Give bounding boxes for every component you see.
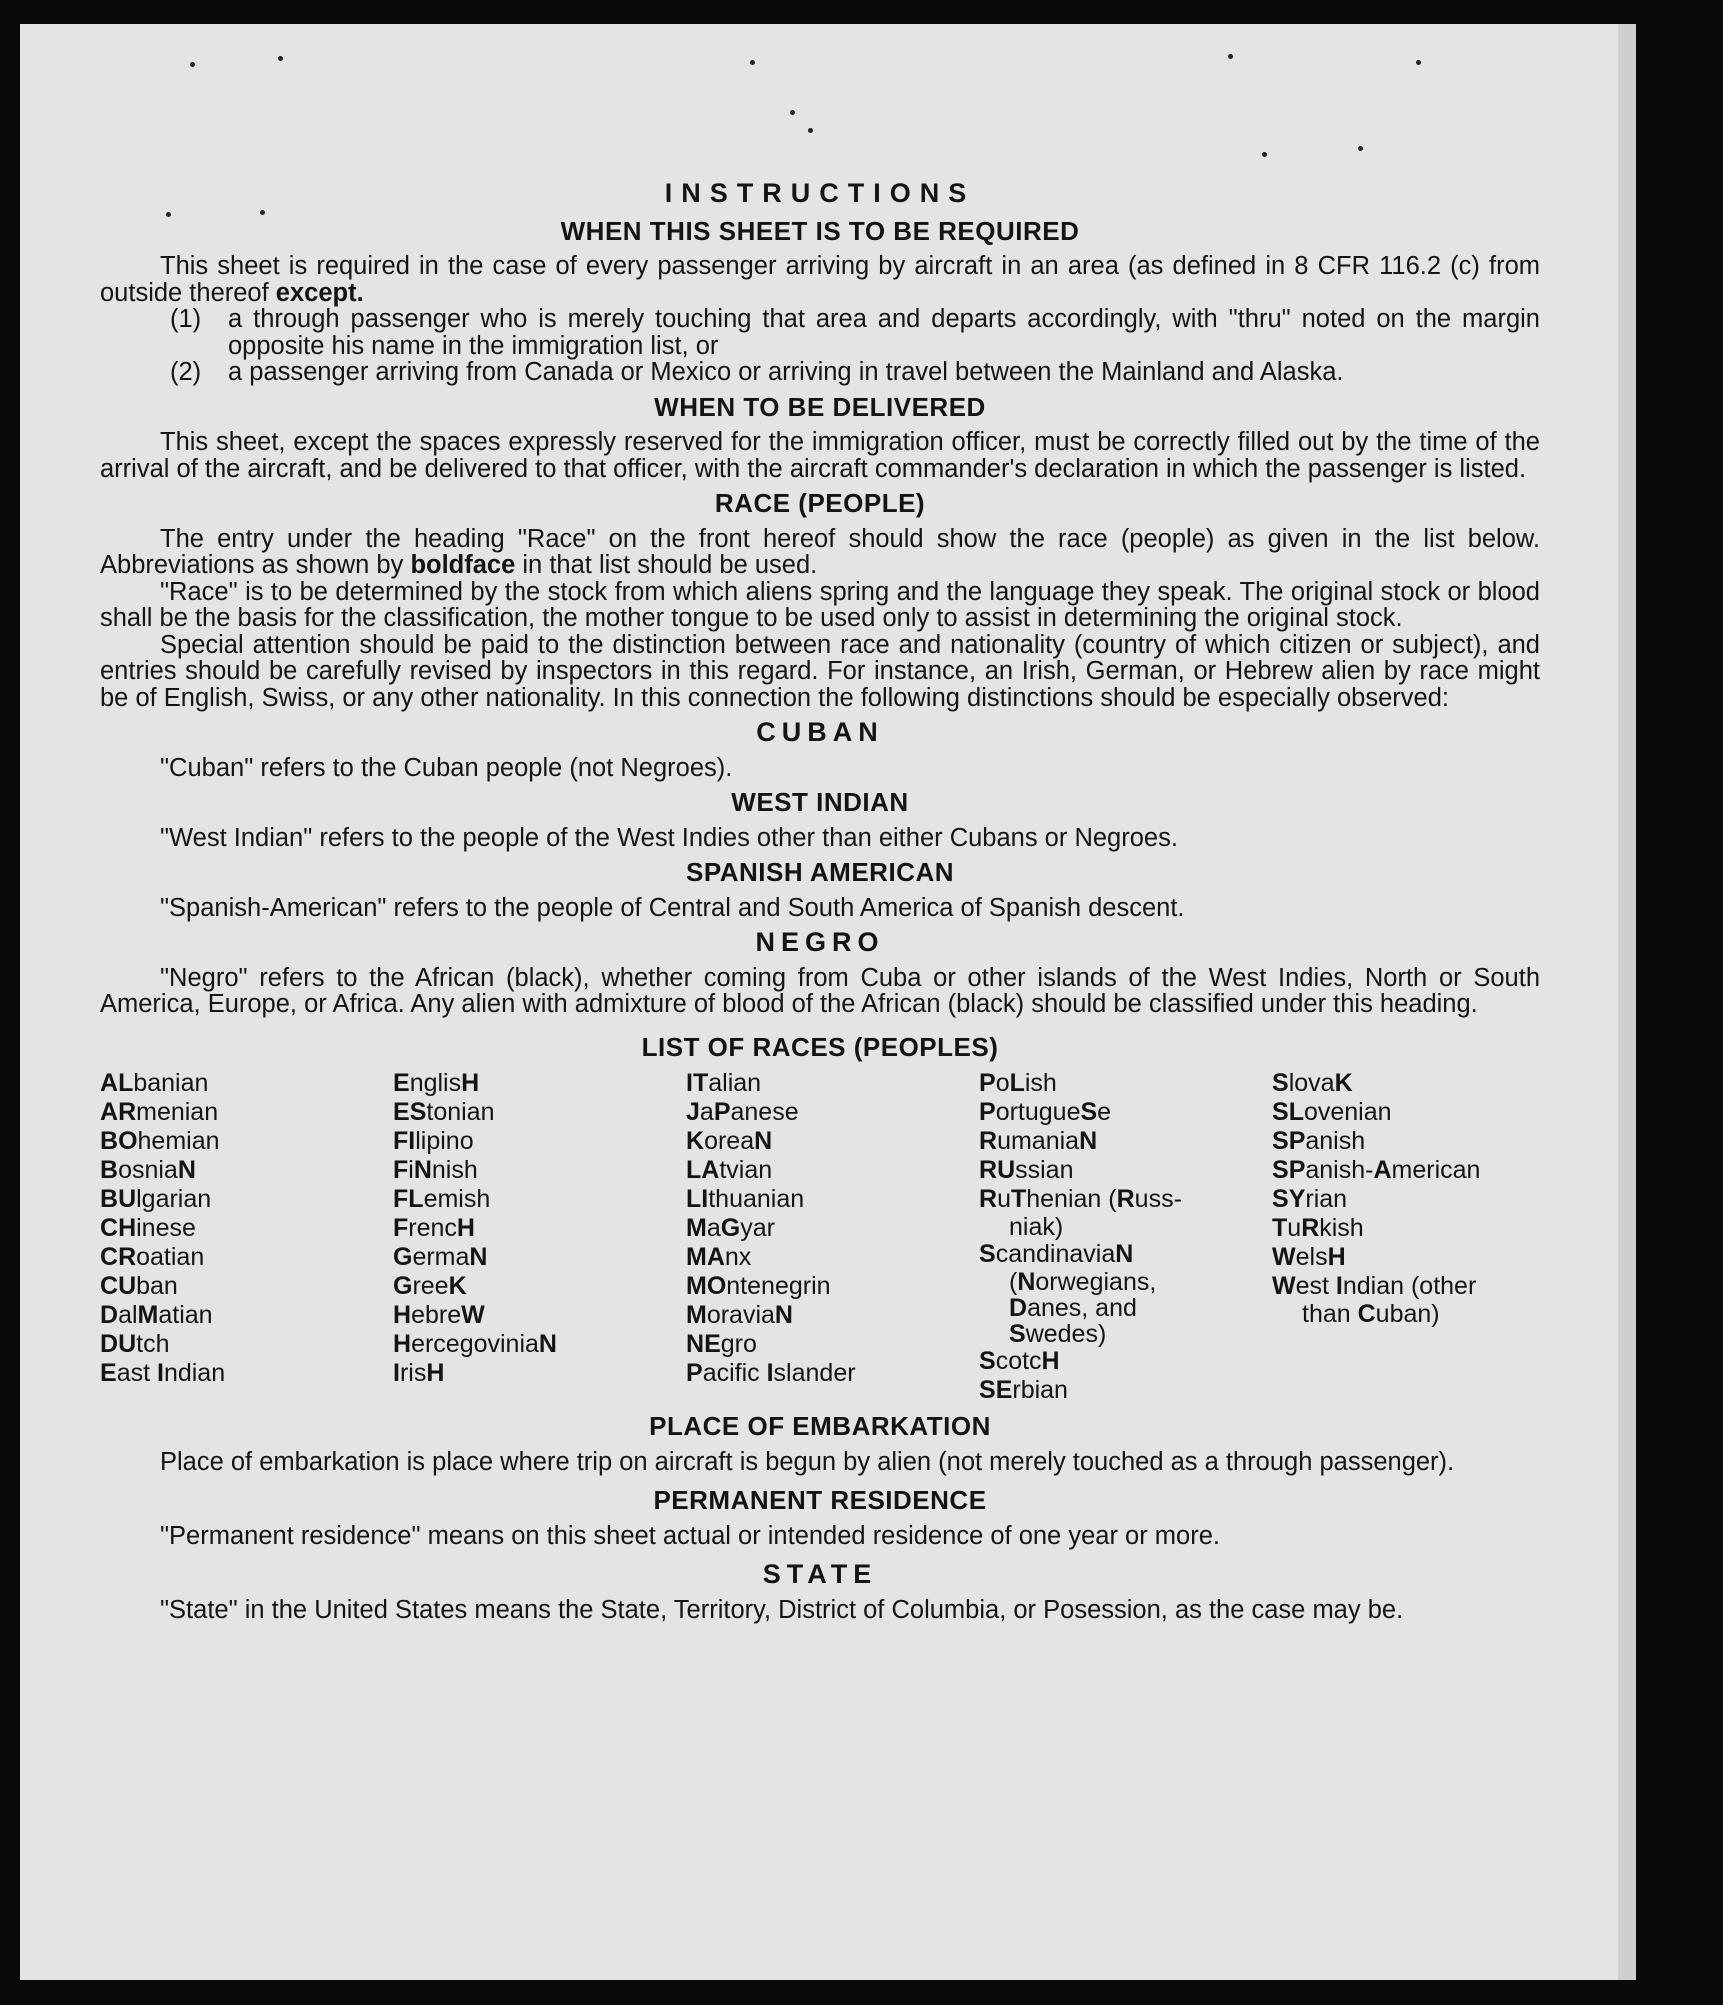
delivered-text: This sheet, except the spaces expressly reserved for the immigration officer, must be correctly filled out by the time of the arrival of the aircraft, and be delivered to that officer, with the aircraft commander's declaration in which the passenger is listed.	[100, 428, 1540, 483]
negro-text: "Negro" refers to the African (black), whether coming from Cuba or other islands of the West Indies, North or South America, Europe, or Africa. Any alien with admixture of blood of the African (black) should be classified under this heading.	[100, 963, 1540, 1018]
required-item-2	[170, 358, 1540, 386]
race-entry: DalMatian	[100, 1301, 213, 1329]
race-entry: EnglisH	[393, 1069, 480, 1097]
embarkation-text: Place of embarkation is place where trip on aircraft is begun by alien (not merely touched as a through passenger).	[160, 1447, 1455, 1476]
spanish-american-text: "Spanish-American" refers to the people of Central and South America of Spanish descent.	[160, 893, 1185, 922]
race-entry: DUtch	[100, 1330, 170, 1358]
residence-text: "Permanent residence" means on this sheet actual or intended residence of one year or more.	[160, 1521, 1220, 1550]
required-item-1	[170, 305, 1540, 360]
race-entry: SPanish	[1272, 1127, 1366, 1155]
race-entry: RUssian	[979, 1156, 1074, 1184]
scan-speck	[750, 60, 755, 65]
race-entry: RumaniaN	[979, 1127, 1098, 1155]
race-entry: MaGyar	[686, 1214, 775, 1242]
race-entry: PoLish	[979, 1069, 1057, 1097]
race-entry: EStonian	[393, 1098, 495, 1126]
race-entry: (Norwegians,	[1009, 1268, 1157, 1296]
race-entry: NEgro	[686, 1330, 757, 1358]
race-entry: TuRkish	[1272, 1214, 1364, 1242]
race-entry: Pacific Islander	[686, 1359, 856, 1387]
race-entry: Swedes)	[1009, 1320, 1107, 1348]
instructions-content	[100, 172, 1540, 1623]
race-entry: East Indian	[100, 1359, 226, 1387]
race-entry: BosniaN	[100, 1156, 196, 1184]
item-1-text: a through passenger who is merely touching that area and departs accordingly, with "thru" noted on the margin opposite his name in the immigration list, or	[228, 305, 1540, 360]
heading-negro: NEGRO	[755, 927, 885, 957]
race-entry: MAnx	[686, 1243, 752, 1271]
race-entry: JaPanese	[686, 1098, 799, 1126]
race-entry: BUlgarian	[100, 1185, 212, 1213]
heading-spanish-american: SPANISH AMERICAN	[685, 857, 954, 887]
heading-state: STATE	[762, 1559, 878, 1589]
race-entry: than Cuban)	[1302, 1300, 1440, 1328]
scan-speck	[808, 128, 813, 133]
scan-speck	[190, 62, 195, 67]
race-column	[393, 1069, 686, 1405]
race-paragraph-3: Special attention should be paid to the distinction between race and nationality (country of which citizen or subject), and entries should be carefully revised by inspectors in this regard. For instance, an Irish, German, or Hebrew alien by race might be of English, Swiss, or any other nationality. In this connection the following distinctions should be especially observed:	[100, 630, 1540, 712]
race-column	[100, 1069, 393, 1405]
race-paragraph-1	[100, 526, 1540, 579]
race-entry: BOhemian	[100, 1127, 220, 1155]
scan-speck	[1228, 54, 1233, 59]
race-entry: SPanish-American	[1272, 1156, 1481, 1184]
race-paragraph-2: "Race" is to be determined by the stock from which aliens spring and the language they speak. The original stock or blood shall be the basis for the classification, the mother tongue to be used only to assist in determining the original stock.	[100, 577, 1540, 632]
heading-west-indian: WEST INDIAN	[731, 787, 909, 817]
race-entry: FIlipino	[393, 1127, 474, 1155]
item-2-text: a passenger arriving from Canada or Mexico or arriving in travel between the Mainland and Alaska.	[228, 358, 1344, 386]
race-entry: ITalian	[686, 1069, 762, 1097]
required-intro	[100, 253, 1540, 306]
scan-speck	[1358, 146, 1363, 151]
race-entry: GreeK	[393, 1272, 467, 1300]
race-entry: niak)	[1009, 1213, 1064, 1241]
race-entry: FLemish	[393, 1185, 491, 1213]
race-entry: SlovaK	[1272, 1069, 1353, 1097]
race-entry: West Indian (other	[1272, 1272, 1477, 1300]
heading-race: RACE (PEOPLE)	[714, 488, 926, 518]
state-text: "State" in the United States means the State, Territory, District of Columbia, or Posession, as the case may be.	[160, 1595, 1404, 1624]
west-indian-text: "West Indian" refers to the people of the West Indies other than either Cubans or Negroes.	[160, 823, 1178, 852]
race-entry: KoreaN	[686, 1127, 773, 1155]
heading-when-delivered: WHEN TO BE DELIVERED	[654, 391, 986, 422]
race-entry: LAtvian	[686, 1156, 773, 1184]
heading-permanent-residence: PERMANENT RESIDENCE	[653, 1485, 987, 1515]
required-except: except.	[275, 278, 364, 307]
race-entry: SYrian	[1272, 1185, 1348, 1213]
race-entry: ScandinaviaN	[979, 1240, 1134, 1268]
race-entry: MoraviaN	[686, 1301, 793, 1329]
heading-list-of-races: LIST OF RACES (PEOPLES)	[641, 1031, 999, 1062]
scan-speck	[790, 110, 795, 115]
item-2-number: (2)	[170, 358, 202, 386]
scan-speck	[1416, 60, 1421, 65]
race-entry: MOntenegrin	[686, 1272, 831, 1300]
page-edge	[1618, 24, 1636, 1980]
race-entry: PortugueSe	[979, 1098, 1112, 1126]
item-1-number: (1)	[170, 305, 202, 333]
race-p1-a: The entry under the heading "Race" on the front hereof should show the race (people) as given in the list below. Abbreviations as shown by	[100, 524, 1540, 579]
race-entry: LIthuanian	[686, 1185, 805, 1213]
race-p1-b: in that list should be used.	[522, 551, 818, 579]
race-entry: HebreW	[393, 1301, 485, 1329]
race-entry: IrisH	[393, 1359, 445, 1387]
required-intro-text: This sheet is required in the case of every passenger arriving by aircraft in an area (as defined in 8 CFR 116.2 (c) from outside thereof	[100, 252, 1540, 307]
race-column	[1272, 1069, 1565, 1405]
race-entry: ALbanian	[100, 1069, 209, 1097]
heading-place-of-embarkation: PLACE OF EMBARKATION	[649, 1411, 991, 1441]
race-entry: RuThenian (Russ-	[979, 1185, 1182, 1213]
race-column	[979, 1069, 1272, 1405]
race-entry: Danes, and	[1009, 1294, 1137, 1322]
race-entry: CHinese	[100, 1214, 196, 1242]
race-entry: ARmenian	[100, 1098, 219, 1126]
race-entry: CRoatian	[100, 1243, 205, 1271]
race-entry: WelsH	[1272, 1243, 1346, 1271]
race-entry: HercegoviniaN	[393, 1330, 557, 1358]
race-entry: CUban	[100, 1272, 178, 1300]
scan-speck	[278, 56, 283, 61]
scan-speck	[1262, 152, 1267, 157]
page-title: INSTRUCTIONS	[664, 178, 976, 208]
races-list	[100, 1069, 1540, 1405]
heading-when-required: WHEN THIS SHEET IS TO BE REQUIRED	[560, 215, 1080, 246]
race-p1-bold: boldface	[410, 551, 516, 579]
race-entry: FrencH	[393, 1214, 475, 1242]
heading-cuban: CUBAN	[756, 717, 884, 747]
race-entry: SErbian	[979, 1376, 1068, 1404]
cuban-text: "Cuban" refers to the Cuban people (not Negroes).	[160, 753, 733, 782]
race-entry: ScotcH	[979, 1347, 1060, 1375]
race-entry: SLovenian	[1272, 1098, 1392, 1126]
race-entry: GermaN	[393, 1243, 488, 1271]
race-column	[686, 1069, 979, 1405]
race-entry: FiNnish	[393, 1156, 478, 1184]
